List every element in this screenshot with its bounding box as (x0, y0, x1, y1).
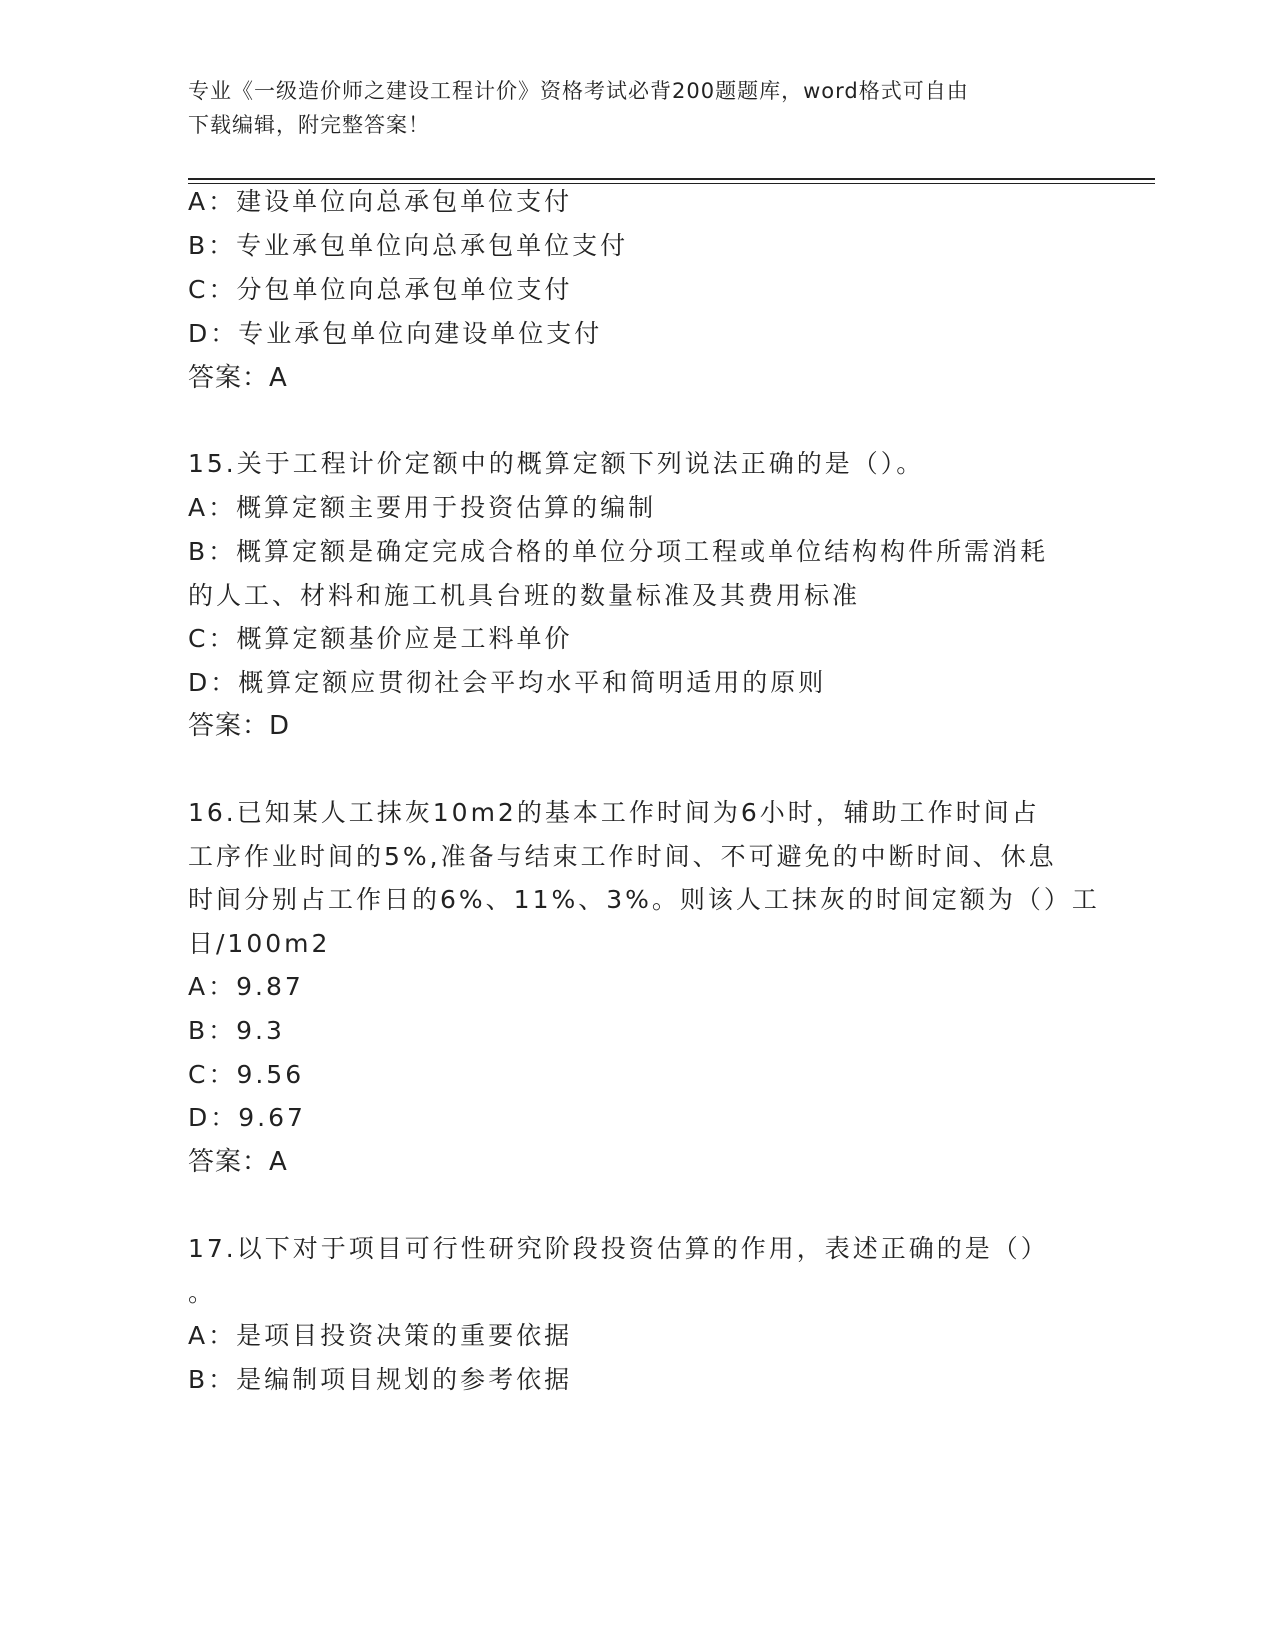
header-line-2: 下载编辑，附完整答案！ (188, 113, 430, 137)
q15-stem: 15.关于工程计价定额中的概算定额下列说法正确的是（）。 (188, 449, 925, 478)
q17-option-a: A：是项目投资决策的重要依据 (188, 1321, 573, 1350)
header-divider-thin (188, 183, 1155, 184)
q15-option-d: D：概算定额应贯彻社会平均水平和简明适用的原则 (188, 668, 827, 697)
q14-answer: 答案：A (188, 363, 288, 393)
q16-stem-line-3: 时间分别占工作日的6%、11%、3%。则该人工抹灰的时间定额为（）工 (188, 885, 1100, 914)
q14-option-b: B：专业承包单位向总承包单位支付 (188, 231, 629, 260)
q15-option-c: C：概算定额基价应是工料单价 (188, 624, 573, 653)
q16-stem-line-4: 日/100m2 (188, 929, 331, 958)
q14-option-a: A：建设单位向总承包单位支付 (188, 187, 573, 216)
q15-option-b-line-1: B：概算定额是确定完成合格的单位分项工程或单位结构构件所需消耗 (188, 537, 1049, 566)
q15-option-b-line-2: 的人工、材料和施工机具台班的数量标准及其费用标准 (188, 581, 861, 610)
q14-option-c: C：分包单位向总承包单位支付 (188, 275, 573, 304)
q16-option-c: C：9.56 (188, 1060, 305, 1089)
q16-option-b: B：9.3 (188, 1016, 285, 1045)
q16-option-a: A：9.87 (188, 972, 304, 1001)
q17-option-b: B：是编制项目规划的参考依据 (188, 1365, 573, 1394)
q15-option-a: A：概算定额主要用于投资估算的编制 (188, 493, 657, 522)
q17-stem-line-2: 。 (188, 1278, 217, 1307)
q17-stem-line-1: 17.以下对于项目可行性研究阶段投资估算的作用，表述正确的是（） (188, 1234, 1049, 1263)
q15-answer: 答案：D (188, 711, 291, 741)
q14-option-d: D：专业承包单位向建设单位支付 (188, 319, 603, 348)
q16-stem-line-2: 工序作业时间的5%,准备与结束工作时间、不可避免的中断时间、休息 (188, 842, 1057, 871)
q16-option-d: D：9.67 (188, 1103, 306, 1132)
header-line-1: 专业《一级造价师之建设工程计价》资格考试必背200题题库，word格式可自由 (188, 79, 969, 103)
q16-answer: 答案：A (188, 1147, 288, 1177)
q16-stem-line-1: 16.已知某人工抹灰10m2的基本工作时间为6小时，辅助工作时间占 (188, 798, 1040, 827)
header-divider-thick (188, 178, 1155, 180)
document-header (188, 74, 1088, 142)
